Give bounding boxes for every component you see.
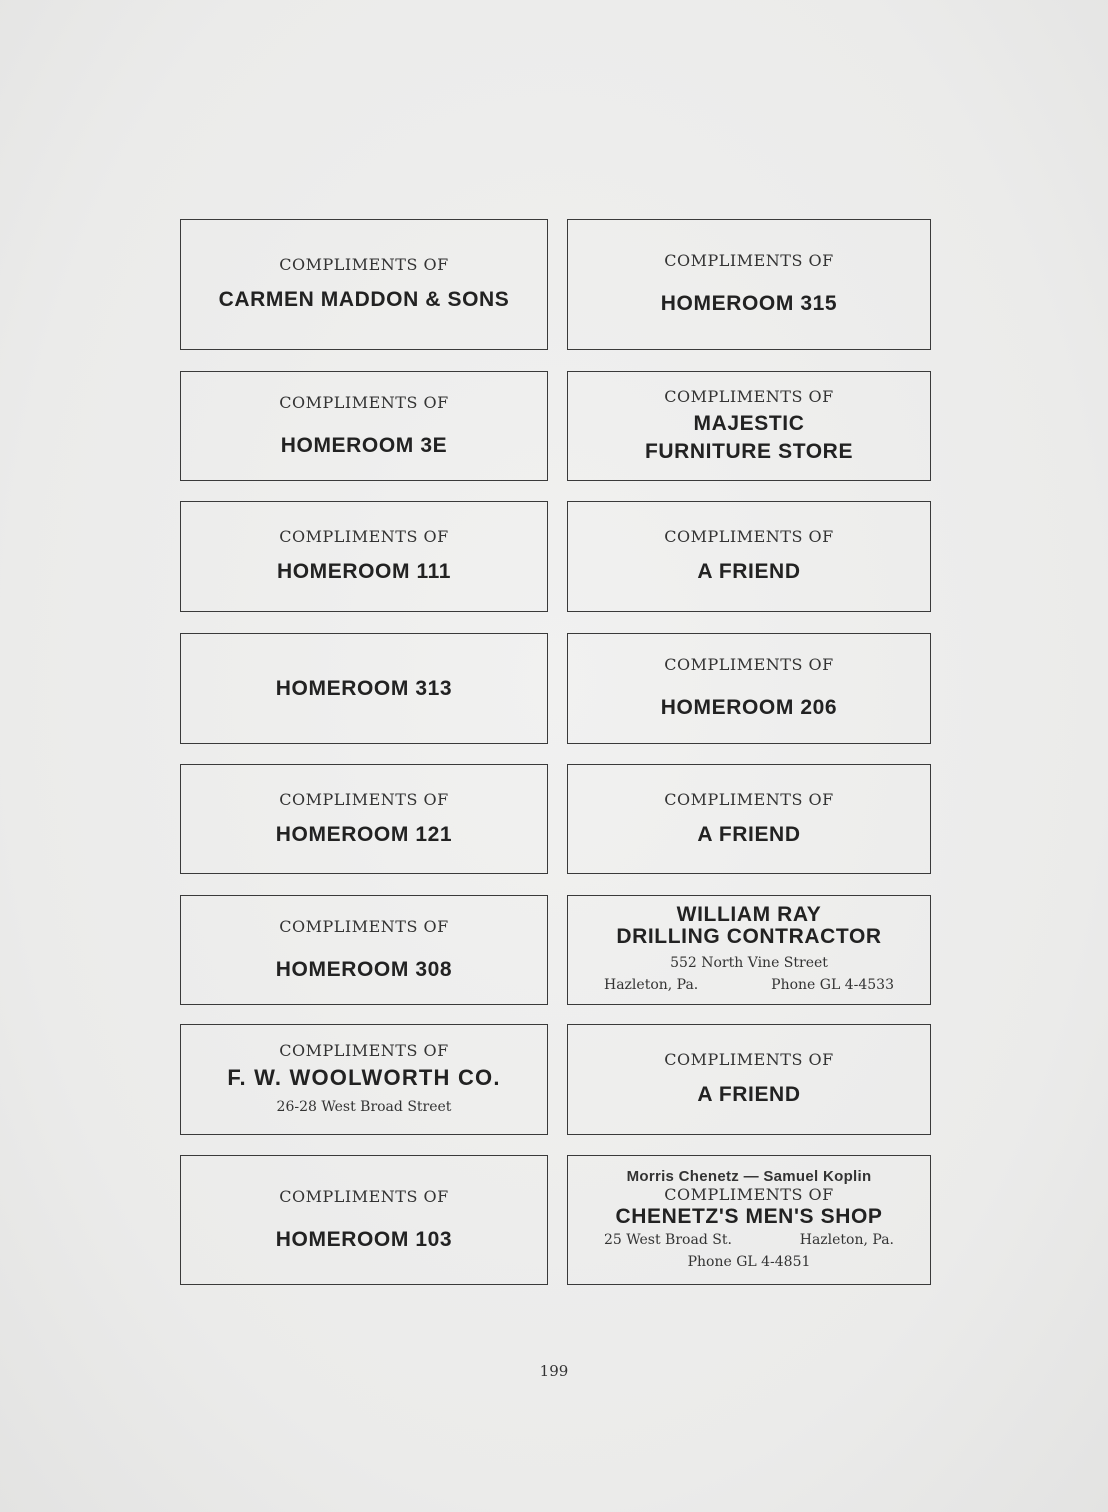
ad-name-line1: MAJESTIC [693,411,805,435]
ad-contact-row [604,974,894,996]
compliments-label: COMPLIMENTS OF [664,386,834,406]
compliments-label: COMPLIMENTS OF [279,255,449,274]
ad-owners: Morris Chenetz — Samuel Koplin [626,1167,872,1185]
ad-name: HOMEROOM 121 [275,822,453,846]
ad-name: A FRIEND [697,822,801,846]
ad-name-line2: FURNITURE STORE [644,439,854,463]
ad-name-line2: DRILLING CONTRACTOR [616,925,882,948]
compliments-label: COMPLIMENTS OF [279,392,449,412]
ad-address: 552 North Vine Street [670,955,828,971]
ad-name: HOMEROOM 308 [275,957,453,981]
compliments-label: COMPLIMENTS OF [279,916,449,936]
compliments-label: COMPLIMENTS OF [279,789,449,809]
compliments-label: COMPLIMENTS OF [279,527,449,546]
ad-name: A FRIEND [697,1083,801,1106]
ad-william-ray [567,895,931,1005]
ad-homeroom-3e [180,371,548,481]
ad-name: HOMEROOM 111 [276,560,452,583]
compliments-label: COMPLIMENTS OF [664,789,834,809]
ad-a-friend-3 [567,1024,931,1135]
ad-homeroom-103 [180,1155,548,1285]
ad-address: 26-28 West Broad Street [276,1099,452,1115]
ad-contact-row [604,1229,894,1251]
ad-a-friend-1 [567,501,931,612]
ad-homeroom-121 [180,764,548,874]
ad-name: CHENETZ'S MEN'S SHOP [615,1204,883,1228]
compliments-label: COMPLIMENTS OF [279,1186,449,1206]
compliments-label: COMPLIMENTS OF [664,251,834,270]
ad-name: HOMEROOM 103 [275,1227,453,1251]
ad-homeroom-313 [180,633,548,744]
ad-majestic-furniture [567,371,931,481]
ad-name: HOMEROOM 206 [660,696,838,719]
ad-name: HOMEROOM 3E [280,433,448,457]
compliments-label: COMPLIMENTS OF [664,1050,834,1069]
ad-homeroom-315 [567,219,931,350]
compliments-label: COMPLIMENTS OF [664,527,834,546]
compliments-label: COMPLIMENTS OF [664,1184,834,1204]
ad-homeroom-111 [180,501,548,612]
ad-homeroom-308 [180,895,548,1005]
ad-city: Hazleton, Pa. [799,1231,894,1248]
ad-address: 25 West Broad St. [604,1231,732,1248]
ad-name: HOMEROOM 313 [275,676,453,700]
ad-name: A FRIEND [697,560,801,583]
ad-phone: Phone GL 4-4533 [771,977,894,993]
ad-phone: Phone GL 4-4851 [687,1253,811,1270]
ad-name: F. W. WOOLWORTH CO. [227,1065,501,1090]
ad-name: HOMEROOM 315 [660,292,838,315]
ad-homeroom-206 [567,633,931,744]
ad-chenetz-mens-shop [567,1155,931,1285]
ad-city: Hazleton, Pa. [604,977,699,993]
ad-name: CARMEN MADDON & SONS [218,288,510,311]
ad-a-friend-2 [567,764,931,874]
page-number: 199 [539,1362,569,1380]
ad-name-line1: WILLIAM RAY [676,903,822,926]
compliments-label: COMPLIMENTS OF [279,1041,449,1060]
compliments-label: COMPLIMENTS OF [664,655,834,674]
ad-carmen-maddon [180,219,548,350]
ad-woolworth [180,1024,548,1135]
